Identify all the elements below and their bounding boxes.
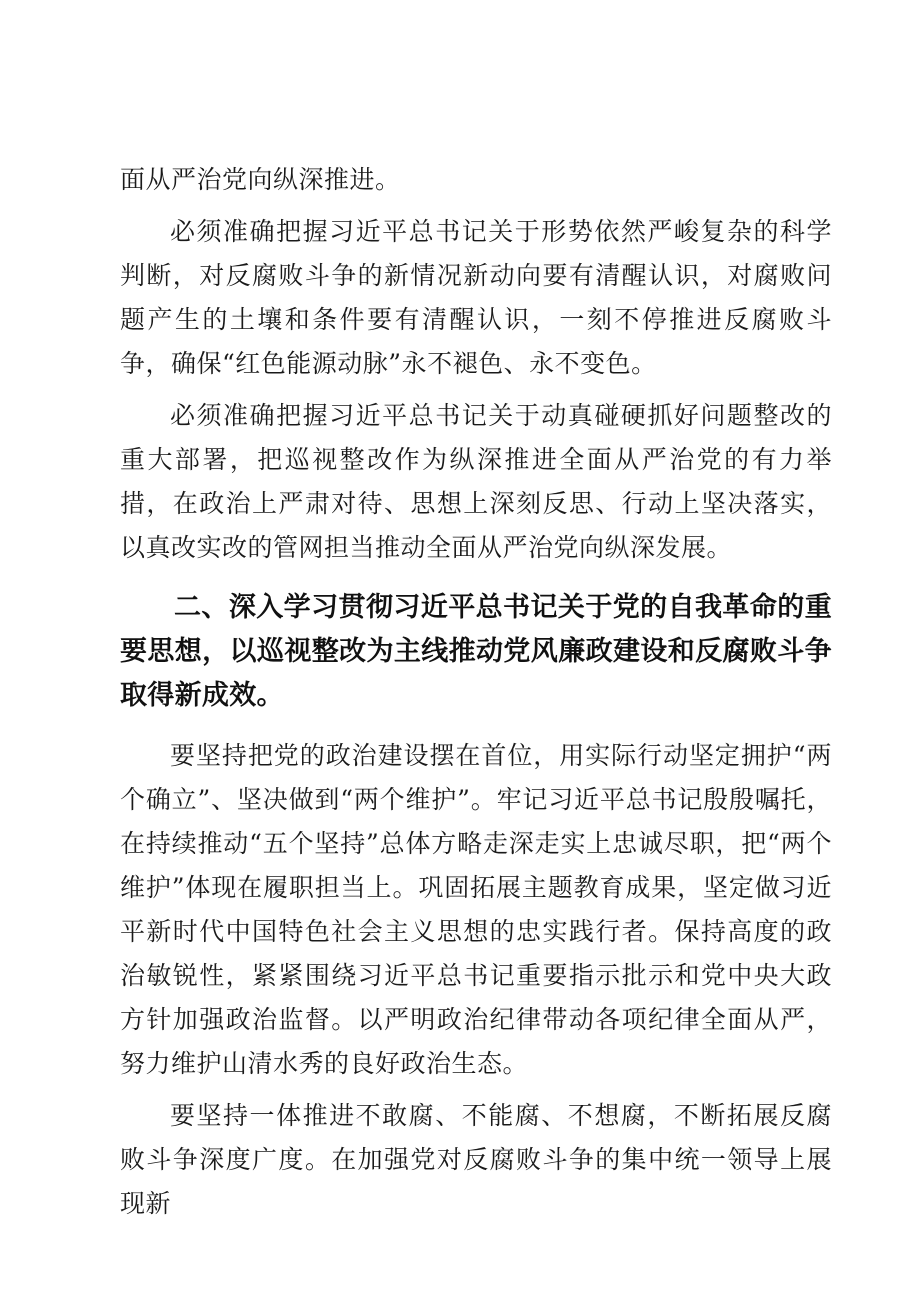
paragraph-situation-judgment: 必须准确把握习近平总书记关于形势依然严峻复杂的科学判断，对反腐败斗争的新情况新动向要有清醒认识，对腐败问题产生的土壤和条件要有清醒认识，一刻不停推进反腐败斗争，确保“红色能源动脉”永不褪色、永不变色。: [120, 217, 832, 378]
section-heading-two: 二、深入学习贯彻习近平总书记关于党的自我革命的重要思想，以巡视整改为主线推动党风廉政建设和反腐败斗争取得新成效。: [120, 592, 832, 711]
paragraph-political-construction: 要坚持把党的政治建设摆在首位，用实际行动坚定拥护“两个确立”、坚决做到“两个维护”。牢记习近平总书记殷殷嘱托，在持续推动“五个坚持”总体方略走深走实上忠诚尽职，把“两个维护”体现在履职担当上。巩固拓展主题教育成果，坚定做习近平新时代中国特色社会主义思想的忠实践行者。保持高度的政治敏锐性，紧紧围绕习近平总书记重要指示批示和党中央大政方针加强政治监督。以严明政治纪律带动各项纪律全面从严，努力维护山清水秀的良好政治生态。: [120, 741, 832, 1078]
paragraph-anti-corruption: 要坚持一体推进不敢腐、不能腐、不想腐，不断拓展反腐败斗争深度广度。在加强党对反腐败斗争的集中统一领导上展现新: [120, 1101, 832, 1218]
document-body: [120, 158, 832, 1234]
paragraph-continuation: 面从严治党向纵深推进。: [120, 165, 401, 194]
paragraph-rectification-deployment: 必须准确把握习近平总书记关于动真碰硬抓好问题整改的重大部署，把巡视整改作为纵深推进全面从严治党的有力举措，在政治上严肃对待、思想上深刻反思、行动上坚决落实，以真改实改的管网担当推动全面从严治党向纵深发展。: [120, 401, 832, 562]
